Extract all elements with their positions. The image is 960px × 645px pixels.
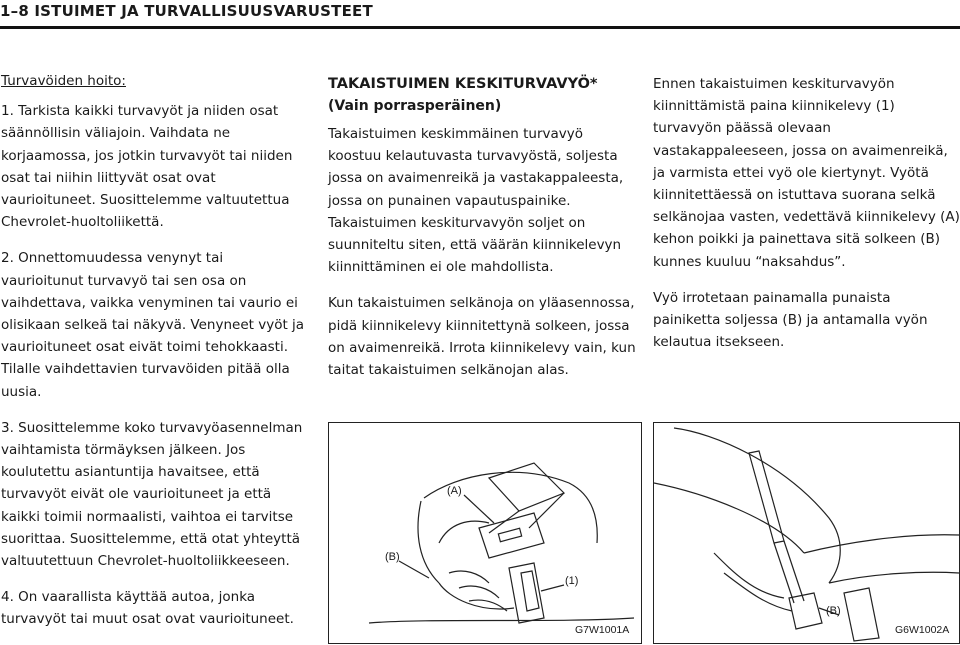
page-title: 1–8 ISTUIMET JA TURVALLISUUSVARUSTEET: [0, 2, 373, 20]
list-item-2: 2. Onnettomuudessa venynyt tai vaurioitunut turvavyö tai sen osa on vaihdettava, vaikka venyminen tai vaurio ei olisikaan selkeä tai näkyvä. Venyneet vyöt ja vaurioituneet osat eivät toimi tehokkaasti. Tilalle vaihdettavien turvavöiden pitää olla uusia.: [1, 250, 305, 400]
paragraph: Takaistuimen keskimmäinen turvavyö koostuu kelautuvasta turvavyöstä, soljesta jossa on avaimenreikä ja vastakappaleesta, jossa on punainen vapautuspainike. Takaistuimen keskiturvavyön soljet on suunniteltu siten, että väärän kiinnikelevyn kiinnittäminen ei ole mahdollista.: [328, 126, 624, 276]
label-b: (B): [826, 605, 841, 617]
seatbelt-illustration: [653, 422, 960, 644]
section-title: Turvavöiden hoito:: [1, 73, 126, 89]
section-heading: TAKAISTUIMEN KESKITURVAVYÖ*: [328, 76, 598, 92]
paragraph: Vyö irrotetaan painamalla punaista painiketta soljessa (B) ja antamalla vyön kelautua itsekseen.: [653, 289, 928, 351]
paragraph: Kun takaistuimen selkänoja on yläasennossa, pidä kiinnikelevy kiinnitettynä solkeen, jossa on avaimenreikä. Irrota kiinnikelevy vain, kun taitat takaistuimen selkänojan alas.: [328, 295, 636, 379]
page-header: [0, 0, 960, 30]
label-b: (B): [385, 551, 400, 563]
column-middle: [328, 73, 640, 395]
column-left: [1, 70, 309, 645]
paragraph: Ennen takaistuimen keskiturvavyön kiinnittämistä paina kiinnikelevy (1) turvavyön päässä olevaan vastakappaleeseen, jossa on avaimenreikä, ja varmista ettei vyö ole kiertynyt. Vyötä kiinnitettäessä on istuttava suorana selkä selkänojaa vasten, vedettävä kiinnikelevy (A) kehon poikki ja painettava sitä solkeen (B) kunnes kuuluu “naksahdus”.: [653, 76, 960, 270]
section-subheading: (Vain porrasperäinen): [328, 98, 502, 114]
buckle-illustration: [328, 422, 642, 644]
header-rule: [0, 26, 960, 29]
list-item-3: 3. Suosittelemme koko turvavyöasennelman vaihtamista törmäyksen jälkeen. Jos koulutettu asiantuntija havaitsee, että turvavyöt eivät ole vaurioituneet ja että kaikki toimii normaalisti, vaihtoa ei tarvitse suorittaa. Suosittelemme, että otat yhteyttä valtuutettuun Chevrolet-huoltoliikkeeseen.: [1, 419, 303, 570]
figure-code: G6W1002A: [895, 624, 950, 636]
label-a: (A): [447, 485, 462, 497]
label-1: (1): [565, 575, 579, 587]
list-item-1: 1. Tarkista kaikki turvavyöt ja niiden osat säännöllisin väliajoin. Vaihdata ne korjaamossa, jos jotkin turvavyöt tai niiden osat tai niihin liittyvät osat ovat vaurioituneet. Suosittelemme valtuutettua Chevrolet-huoltoliikettä.: [1, 103, 293, 231]
figure-code: G7W1001A: [575, 624, 630, 636]
seatbelt-drawing: [654, 423, 959, 643]
list-item-4: 4. On vaarallista käyttää autoa, jonka turvavyöt tai muut osat ovat vaurioituneet.: [1, 589, 294, 628]
buckle-drawing: [329, 423, 641, 643]
column-right: [653, 73, 960, 367]
